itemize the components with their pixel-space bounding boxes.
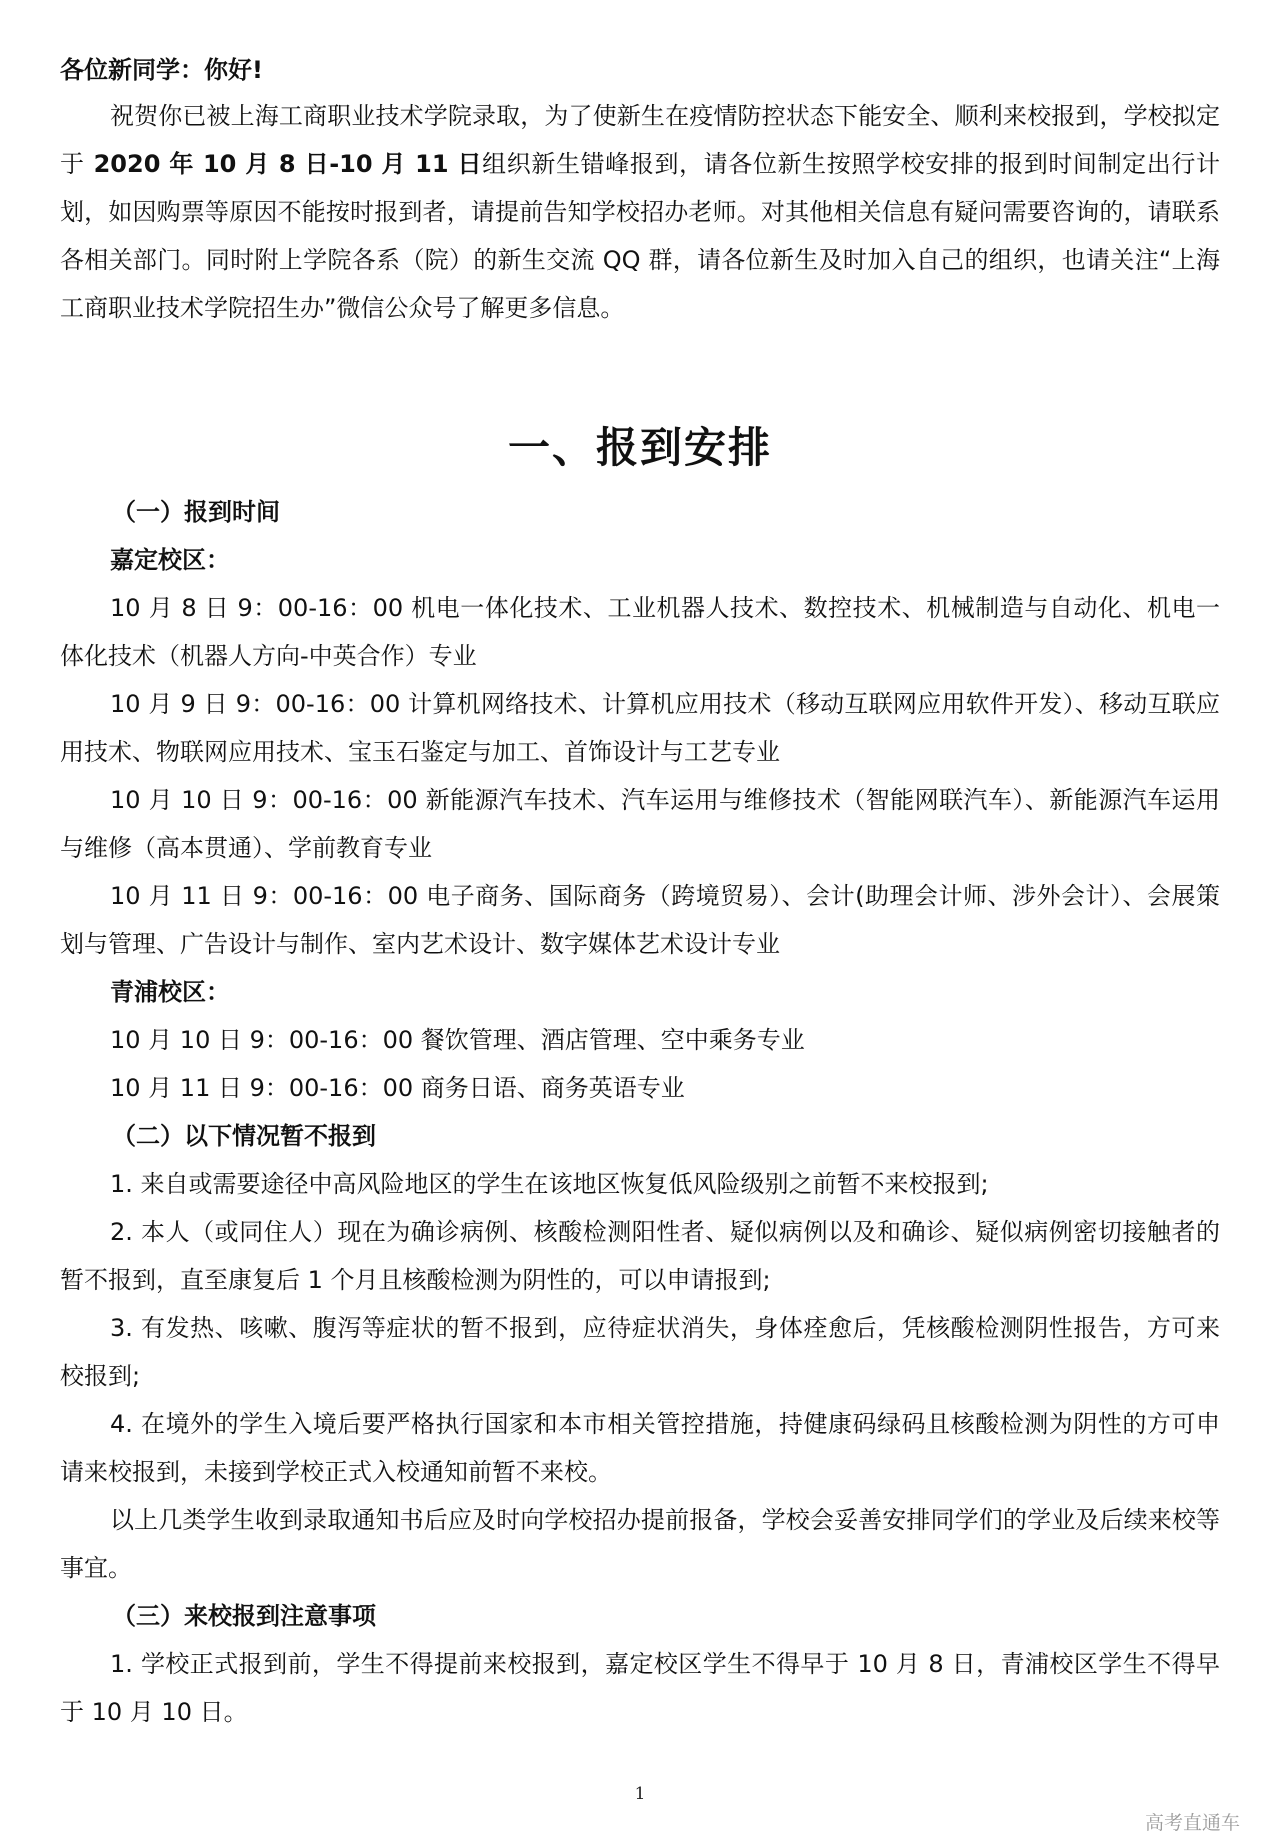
condition-item: 2. 本人（或同住人）现在为确诊病例、核酸检测阳性者、疑似病例以及和确诊、疑似病例密切接触者的暂不报到，直至康复后 1 个月且核酸检测为阴性的，可以申请报到; <box>60 1218 1220 1294</box>
section-title: 一、报到安排 <box>507 423 772 472</box>
schedule-item: 10 月 8 日 9：00-16：00 机电一体化技术、工业机器人技术、数控技术、机械制造与自动化、机电一体化技术（机器人方向-中英合作）专业 <box>60 594 1220 670</box>
condition-note: 以上几类学生收到录取通知书后应及时向学校招办提前报备，学校会妥善安排同学们的学业及后续来校等事宜。 <box>60 1506 1220 1582</box>
watermark-text: 高考直通车 <box>1144 1812 1240 1834</box>
condition-item: 1. 来自或需要途径中高风险地区的学生在该地区恢复低风险级别之前暂不来校报到; <box>110 1170 989 1198</box>
intro-dates: 2020 年 10 月 8 日-10 月 11 日 <box>84 150 483 178</box>
page-number: 1 <box>634 1784 646 1804</box>
document-body <box>60 48 1220 1736</box>
campus-heading-qingpu: 青浦校区： <box>110 978 230 1006</box>
intro-text-part1: 祝贺你已被上海工商职业技术学院录取，为了使新生在疫情防控状态下能安全、顺利来校报到，学校拟定于 <box>60 102 1220 178</box>
subsection-heading-notes: （三）来校报到注意事项 <box>112 1602 376 1630</box>
schedule-item: 10 月 11 日 9：00-16：00 电子商务、国际商务（跨境贸易）、会计(助理会计师、涉外会计）、会展策划与管理、广告设计与制作、室内艺术设计、数字媒体艺术设计专业 <box>60 882 1220 958</box>
intro-paragraph <box>60 92 1220 332</box>
condition-item: 3. 有发热、咳嗽、腹泻等症状的暂不报到，应待症状消失，身体痊愈后，凭核酸检测阴性报告，方可来校报到; <box>60 1314 1220 1390</box>
subsection-heading-no-report: （二）以下情况暂不报到 <box>112 1122 376 1150</box>
schedule-item: 10 月 10 日 9：00-16：00 新能源汽车技术、汽车运用与维修技术（智能网联汽车）、新能源汽车运用与维修（高本贯通）、学前教育专业 <box>60 786 1220 862</box>
schedule-item: 10 月 9 日 9：00-16：00 计算机网络技术、计算机应用技术（移动互联网应用软件开发）、移动互联应用技术、物联网应用技术、宝玉石鉴定与加工、首饰设计与工艺专业 <box>60 690 1220 766</box>
campus-heading-jiading: 嘉定校区： <box>110 546 230 574</box>
notice-item: 1. 学校正式报到前，学生不得提前来校报到，嘉定校区学生不得早于 10 月 8 日，青浦校区学生不得早于 10 月 10 日。 <box>60 1650 1220 1726</box>
intro-text-part2: 组织新生错峰报到，请各位新生按照学校安排的报到时间制定出行计划，如因购票等原因不能按时报到者，请提前告知学校招办老师。对其他相关信息有疑问需要咨询的，请联系各相关部门。同时附上学院各系（院）的新生交流 QQ 群，请各位新生及时加入自己的组织，也请关注“上海工商职业技术学院招生办”微信公众号了解更多信息。 <box>60 150 1221 322</box>
condition-item: 4. 在境外的学生入境后要严格执行国家和本市相关管控措施，持健康码绿码且核酸检测为阴性的方可申请来校报到，未接到学校正式入校通知前暂不来校。 <box>60 1410 1220 1486</box>
greeting: 各位新同学：你好! <box>60 56 263 84</box>
schedule-item: 10 月 10 日 9：00-16：00 餐饮管理、酒店管理、空中乘务专业 <box>110 1026 805 1054</box>
schedule-item: 10 月 11 日 9：00-16：00 商务日语、商务英语专业 <box>110 1074 685 1102</box>
subsection-heading-time: （一）报到时间 <box>112 498 280 526</box>
